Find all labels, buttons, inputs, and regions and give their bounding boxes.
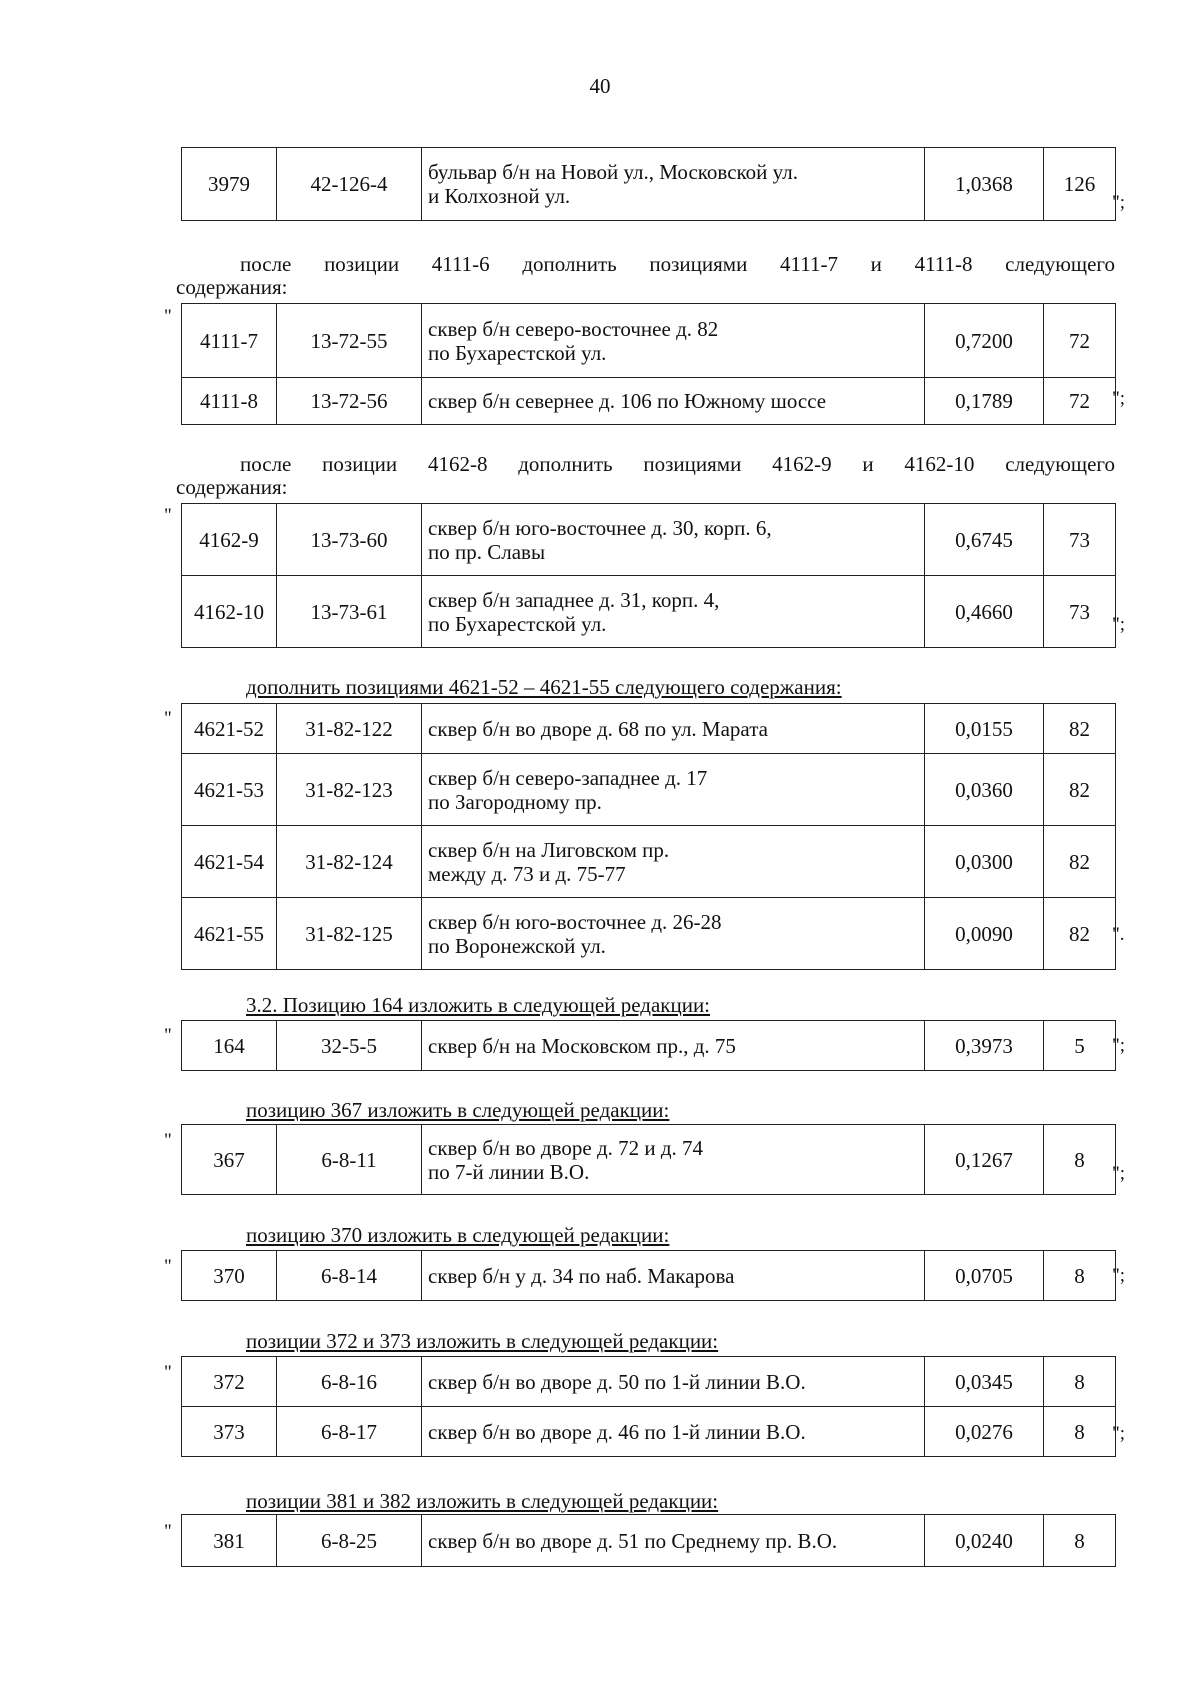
object-name: сквер б/н северо-западнее д. 17 по Загородному пр.: [422, 754, 925, 826]
closing-mark: ";: [1112, 388, 1126, 409]
positions-table: [181, 1250, 1116, 1301]
district-code: 8: [1044, 1515, 1116, 1567]
table-row: [182, 576, 1116, 648]
closing-mark: ";: [1112, 614, 1126, 635]
district-code: 72: [1044, 378, 1116, 425]
district-code: 126: [1044, 148, 1116, 221]
closing-mark: ".: [1112, 924, 1125, 945]
area-value: 0,4660: [925, 576, 1044, 648]
closing-mark: ";: [1112, 1265, 1126, 1286]
position-number: 381: [182, 1515, 277, 1567]
object-name: сквер б/н на Лиговском пр. между д. 73 и д. 75-77: [422, 826, 925, 898]
record-code: 6-8-17: [277, 1407, 422, 1457]
record-code: 13-72-56: [277, 378, 422, 425]
section-intro: позицию 367 изложить в следующей редакции:: [246, 1098, 670, 1122]
record-code: 13-72-55: [277, 304, 422, 378]
district-code: 72: [1044, 304, 1116, 378]
closing-mark: ";: [1112, 192, 1126, 213]
object-name: сквер б/н юго-восточнее д. 26-28 по Воронежской ул.: [422, 898, 925, 970]
district-code: 82: [1044, 754, 1116, 826]
object-name: бульвар б/н на Новой ул., Московской ул. и Колхозной ул.: [422, 148, 925, 221]
area-value: 0,0090: [925, 898, 1044, 970]
section-intro-continued: содержания:: [176, 275, 288, 299]
object-name: сквер б/н у д. 34 по наб. Макарова: [422, 1251, 925, 1301]
section-intro: позиции 381 и 382 изложить в следующей редакции:: [246, 1489, 719, 1513]
position-number: 4621-53: [182, 754, 277, 826]
opening-mark: ": [164, 708, 172, 729]
area-value: 0,0360: [925, 754, 1044, 826]
district-code: 82: [1044, 826, 1116, 898]
object-name: сквер б/н юго-восточнее д. 30, корп. 6, по пр. Славы: [422, 504, 925, 576]
district-code: 82: [1044, 704, 1116, 754]
positions-table: [181, 503, 1116, 648]
position-number: 4162-10: [182, 576, 277, 648]
district-code: 8: [1044, 1251, 1116, 1301]
object-name: сквер б/н во дворе д. 50 по 1-й линии В.О.: [422, 1357, 925, 1407]
object-name: сквер б/н северо-восточнее д. 82 по Бухарестской ул.: [422, 304, 925, 378]
position-number: 4111-8: [182, 378, 277, 425]
record-code: 13-73-61: [277, 576, 422, 648]
position-number: 367: [182, 1125, 277, 1195]
object-name: сквер б/н во дворе д. 72 и д. 74 по 7-й линии В.О.: [422, 1125, 925, 1195]
area-value: 1,0368: [925, 148, 1044, 221]
record-code: 42-126-4: [277, 148, 422, 221]
positions-table: [181, 1356, 1116, 1457]
district-code: 8: [1044, 1125, 1116, 1195]
section-intro: позиции 372 и 373 изложить в следующей редакции:: [246, 1329, 719, 1353]
position-number: 4111-7: [182, 304, 277, 378]
object-name: сквер б/н во дворе д. 68 по ул. Марата: [422, 704, 925, 754]
object-name: сквер б/н во дворе д. 46 по 1-й линии В.О.: [422, 1407, 925, 1457]
position-number: 4621-54: [182, 826, 277, 898]
opening-mark: ": [164, 1025, 172, 1046]
area-value: 0,0155: [925, 704, 1044, 754]
table-row: [182, 1251, 1116, 1301]
record-code: 6-8-16: [277, 1357, 422, 1407]
record-code: 32-5-5: [277, 1021, 422, 1071]
section-intro: дополнить позициями 4621-52 – 4621-55 следующего содержания:: [246, 675, 842, 699]
table-row: [182, 148, 1116, 221]
district-code: 73: [1044, 504, 1116, 576]
position-number: 372: [182, 1357, 277, 1407]
record-code: 13-73-60: [277, 504, 422, 576]
area-value: 0,6745: [925, 504, 1044, 576]
closing-mark: ";: [1112, 1423, 1126, 1444]
record-code: 6-8-14: [277, 1251, 422, 1301]
object-name: сквер б/н западнее д. 31, корп. 4, по Бухарестской ул.: [422, 576, 925, 648]
section-intro: после позиции 4162-8 дополнить позициями 4162-9 и 4162-10 следующего: [240, 452, 1115, 476]
area-value: 0,7200: [925, 304, 1044, 378]
page-number: 40: [589, 74, 611, 98]
table-row: [182, 754, 1116, 826]
record-code: 31-82-122: [277, 704, 422, 754]
table-row: [182, 504, 1116, 576]
closing-mark: ";: [1112, 1163, 1126, 1184]
area-value: 0,1789: [925, 378, 1044, 425]
positions-table: [181, 1020, 1116, 1071]
district-code: 5: [1044, 1021, 1116, 1071]
table-row: [182, 304, 1116, 378]
area-value: 0,0276: [925, 1407, 1044, 1457]
object-name: сквер б/н на Московском пр., д. 75: [422, 1021, 925, 1071]
record-code: 6-8-11: [277, 1125, 422, 1195]
closing-mark: ";: [1112, 1035, 1126, 1056]
position-number: 4621-52: [182, 704, 277, 754]
table-row: [182, 1357, 1116, 1407]
district-code: 8: [1044, 1357, 1116, 1407]
table-row: [182, 1125, 1116, 1195]
object-name: сквер б/н севернее д. 106 по Южному шоссе: [422, 378, 925, 425]
position-number: 373: [182, 1407, 277, 1457]
area-value: 0,0240: [925, 1515, 1044, 1567]
table-row: [182, 1407, 1116, 1457]
area-value: 0,1267: [925, 1125, 1044, 1195]
area-value: 0,0345: [925, 1357, 1044, 1407]
positions-table: [181, 1514, 1116, 1567]
section-intro: 3.2. Позицию 164 изложить в следующей редакции:: [246, 993, 711, 1017]
district-code: 73: [1044, 576, 1116, 648]
table-row: [182, 378, 1116, 425]
district-code: 82: [1044, 898, 1116, 970]
positions-table: [181, 703, 1116, 970]
table-row: [182, 898, 1116, 970]
position-number: 4162-9: [182, 504, 277, 576]
position-number: 4621-55: [182, 898, 277, 970]
area-value: 0,0300: [925, 826, 1044, 898]
positions-table: [181, 303, 1116, 425]
opening-mark: ": [164, 1521, 172, 1542]
positions-table: [181, 147, 1116, 221]
opening-mark: ": [164, 1130, 172, 1151]
area-value: 0,3973: [925, 1021, 1044, 1071]
position-number: 164: [182, 1021, 277, 1071]
object-name: сквер б/н во дворе д. 51 по Среднему пр. В.О.: [422, 1515, 925, 1567]
record-code: 31-82-125: [277, 898, 422, 970]
district-code: 8: [1044, 1407, 1116, 1457]
section-intro: после позиции 4111-6 дополнить позициями 4111-7 и 4111-8 следующего: [240, 252, 1115, 276]
opening-mark: ": [164, 505, 172, 526]
position-number: 370: [182, 1251, 277, 1301]
positions-table: [181, 1124, 1116, 1195]
position-number: 3979: [182, 148, 277, 221]
table-row: [182, 826, 1116, 898]
table-row: [182, 704, 1116, 754]
record-code: 31-82-123: [277, 754, 422, 826]
opening-mark: ": [164, 1256, 172, 1277]
record-code: 6-8-25: [277, 1515, 422, 1567]
table-row: [182, 1021, 1116, 1071]
record-code: 31-82-124: [277, 826, 422, 898]
opening-mark: ": [164, 306, 172, 327]
section-intro-continued: содержания:: [176, 475, 288, 499]
table-row: [182, 1515, 1116, 1567]
section-intro: позицию 370 изложить в следующей редакции:: [246, 1223, 670, 1247]
opening-mark: ": [164, 1362, 172, 1383]
area-value: 0,0705: [925, 1251, 1044, 1301]
